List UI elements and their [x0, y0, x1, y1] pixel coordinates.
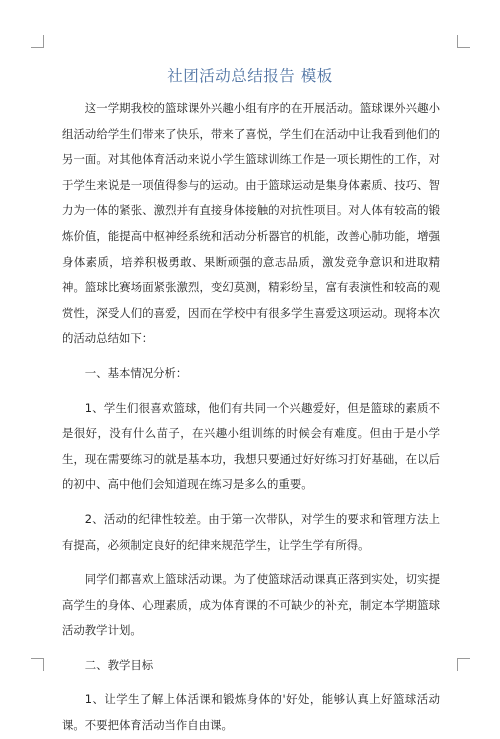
- section-heading-situation: 一、基本情况分析：: [84, 365, 188, 380]
- crop-mark-bottom-right: [457, 658, 470, 671]
- intro-paragraph: 这一学期我校的篮球课外兴趣小组有序的在开展活动。篮球课外兴趣小组活动给学生们带来了快乐，带来了喜悦，学生们在活动中让我看到他们的另一面。对其他体育活动来说小学生篮球训练工作是一项长期性的工作，对于学生来说是一项值得参与的运动。由于篮球运动是集身体素质、技巧、智力为一体的紧张、激烈并有直接身体接触的对抗性项目。对人体有较高的锻炼价值，能提高中枢神经系统和活动分析器官的机能，改善心肺功能，增强身体素质，培养积极勇敢、果断顽强的意志品质，激发竞争意识和进取精神。篮球比赛场面紧张激烈，变幻莫测，精彩纷呈，富有表演性和较高的观赏性，深受人们的喜爱，因而在学校中有很多学生喜爱这项运动。现将本次的活动总结如下：: [62, 101, 440, 346]
- section-heading-goals: 二、教学目标: [84, 657, 154, 672]
- document-title: 社团活动总结报告 模板: [167, 67, 333, 85]
- paragraph-goal-1: 1、让学生了解上体活课和锻炼身体的'好处，能够认真上好篮球活动课。不要把体育活动当作自由课。: [62, 692, 440, 733]
- document-body: [62, 96, 440, 739]
- crop-mark-top-left: [31, 35, 44, 48]
- crop-mark-bottom-left: [31, 658, 44, 671]
- paragraph-plan: 同学们都喜欢上篮球活动课。为了使篮球活动课真正落到实处，切实提高学生的身体、心理素质，成为体育课的不可缺少的补充，制定本学期篮球活动教学计划。: [62, 572, 440, 638]
- paragraph-point-1: 1、学生们很喜欢篮球，他们有共同一个兴趣爱好，但是篮球的素质不是很好，没有什么苗子，在兴趣小组训练的时候会有难度。但由于是小学生，现在需要练习的就是基本功，我想只要通过好好练习打好基础，在以后的初中、高中他们会知道现在练习是多么的重要。: [62, 400, 440, 492]
- crop-mark-top-right: [457, 35, 470, 48]
- paragraph-point-2: 2、活动的纪律性较差。由于第一次带队，对学生的要求和管理方法上有提高，必须制定良好的纪律来规范学生，让学生学有所得。: [62, 511, 440, 552]
